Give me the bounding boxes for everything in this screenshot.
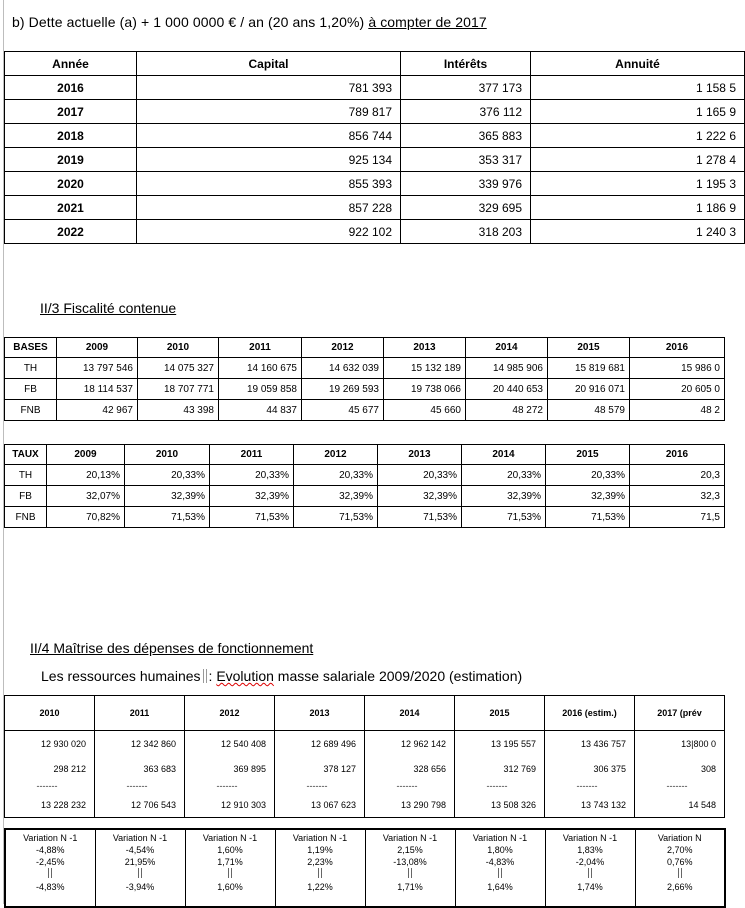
separator-bar-icon <box>408 868 412 878</box>
variation-label: Variation N -1 <box>382 833 438 843</box>
taux-cell: 20,3 <box>630 465 725 486</box>
variation-value: -4,88% <box>35 845 65 855</box>
debt-cell: 857 228 <box>137 196 401 220</box>
debt-cell: 922 102 <box>137 220 401 244</box>
taux-header-cell: TAUX <box>5 445 47 465</box>
ms-header-cell: 2015 <box>455 696 545 731</box>
ms-row <box>5 781 725 792</box>
variation-cell <box>5 829 95 907</box>
variation-cell <box>95 829 185 907</box>
variation-value: 1,71% <box>397 882 423 892</box>
debt-cell: 1 158 5 <box>531 76 745 100</box>
ms-header-cell: 2011 <box>95 696 185 731</box>
debt-cell: 377 173 <box>401 76 531 100</box>
ms-cell: ------- <box>185 781 275 792</box>
ms-cell: 12 342 860 <box>95 731 185 757</box>
taux-cell: 20,33% <box>294 465 378 486</box>
debt-header-cell: Intérêts <box>401 52 531 76</box>
variation-cell <box>185 829 275 907</box>
bases-cell: 44 837 <box>219 400 302 421</box>
bases-cell: 14 160 675 <box>219 358 302 379</box>
taux-cell: 32,07% <box>47 486 125 507</box>
variation-value: 1,83% <box>577 845 603 855</box>
debt-header-cell: Capital <box>137 52 401 76</box>
taux-header-cell: 2009 <box>47 445 125 465</box>
variation-separator <box>8 868 93 881</box>
debt-cell: 2022 <box>5 220 137 244</box>
bases-cell: 19 269 593 <box>302 379 384 400</box>
taux-cell: 32,39% <box>462 486 546 507</box>
bases-cell: 48 2 <box>630 400 725 421</box>
variation-value: -3,94% <box>125 882 155 892</box>
debt-cell: 1 165 9 <box>531 100 745 124</box>
bases-row <box>5 400 725 421</box>
taux-cell: 20,33% <box>546 465 630 486</box>
ms-cell: 13 067 623 <box>275 792 365 818</box>
debt-cell: 329 695 <box>401 196 531 220</box>
variation-label: Variation N -1 <box>202 833 258 843</box>
variation-cell <box>455 829 545 907</box>
variation-value: 1,80% <box>487 845 513 855</box>
debt-section-title: b) Dette actuelle (a) + 1 000 0000 € / an (20 ans 1,20%) à compter de 2017 <box>12 14 487 30</box>
bases-cell: 15 132 189 <box>384 358 466 379</box>
debt-cell: 2017 <box>5 100 137 124</box>
debt-row <box>5 220 745 244</box>
debt-cell: 1 186 9 <box>531 196 745 220</box>
taux-cell: 32,39% <box>294 486 378 507</box>
taux-cell: FB <box>5 486 47 507</box>
variation-separator <box>188 868 273 881</box>
variation-value: 1,60% <box>217 845 243 855</box>
variation-cell <box>275 829 365 907</box>
ms-cell: 298 212 <box>5 756 95 781</box>
ms-cell: 13 436 757 <box>545 731 635 757</box>
variation-value: 1,19% <box>307 845 333 855</box>
taux-cell: 32,39% <box>546 486 630 507</box>
ms-row <box>5 731 725 757</box>
bases-cell: 48 272 <box>466 400 548 421</box>
ms-cell: ------- <box>635 781 725 792</box>
debt-row <box>5 172 745 196</box>
debt-cell: 318 203 <box>401 220 531 244</box>
separator-bar-icon <box>48 868 52 878</box>
taux-table <box>4 444 725 528</box>
bases-cell: FNB <box>5 400 57 421</box>
ms-cell: 12 689 496 <box>275 731 365 757</box>
ms-header-cell: 2012 <box>185 696 275 731</box>
debt-row <box>5 100 745 124</box>
ms-header-cell: 2010 <box>5 696 95 731</box>
ms-cell: 12 706 543 <box>95 792 185 818</box>
debt-cell: 2020 <box>5 172 137 196</box>
variation-value: 1,22% <box>307 882 333 892</box>
variation-separator <box>98 868 183 881</box>
bases-row <box>5 358 725 379</box>
variation-value: -13,08% <box>393 857 427 867</box>
debt-cell: 1 278 4 <box>531 148 745 172</box>
separator-bar-icon <box>138 868 142 878</box>
taux-cell: 20,33% <box>462 465 546 486</box>
variation-cell <box>545 829 635 907</box>
bases-header-cell: 2015 <box>548 338 630 358</box>
debt-row <box>5 76 745 100</box>
taux-cell: 32,39% <box>378 486 462 507</box>
taux-cell: 71,53% <box>546 507 630 528</box>
ms-header-row <box>5 696 725 731</box>
variation-value: -2,45% <box>35 857 65 867</box>
taux-header-cell: 2015 <box>546 445 630 465</box>
variation-value: -4,54% <box>125 845 155 855</box>
ms-cell: 13|800 0 <box>635 731 725 757</box>
text-cursor-marker <box>203 669 207 683</box>
taux-cell: 32,39% <box>210 486 294 507</box>
variation-separator <box>548 868 633 881</box>
variation-label: Variation N -1 <box>562 833 618 843</box>
bases-cell: 20 440 653 <box>466 379 548 400</box>
variation-value: -2,04% <box>575 857 605 867</box>
debt-header-cell: Année <box>5 52 137 76</box>
bases-header-cell: 2016 <box>630 338 725 358</box>
bases-cell: 14 075 327 <box>138 358 219 379</box>
variation-value: 2,23% <box>307 857 333 867</box>
variation-label: Variation N <box>657 833 702 843</box>
taux-cell: 71,53% <box>462 507 546 528</box>
ms-cell: 312 769 <box>455 756 545 781</box>
ms-cell: ------- <box>275 781 365 792</box>
ms-header-cell: 2016 (estim.) <box>545 696 635 731</box>
spellcheck-word: Evolution <box>216 668 274 684</box>
ms-cell: 306 375 <box>545 756 635 781</box>
ms-cell: 363 683 <box>95 756 185 781</box>
bases-header-cell: 2010 <box>138 338 219 358</box>
variation-value: 1,71% <box>217 857 243 867</box>
ms-cell: 12 540 408 <box>185 731 275 757</box>
ms-cell: 12 930 020 <box>5 731 95 757</box>
ms-cell: 13 195 557 <box>455 731 545 757</box>
debt-header-row <box>5 52 745 76</box>
bases-cell: 18 707 771 <box>138 379 219 400</box>
ms-row <box>5 792 725 818</box>
bases-cell: 14 632 039 <box>302 358 384 379</box>
taux-header-cell: 2013 <box>378 445 462 465</box>
debt-cell: 353 317 <box>401 148 531 172</box>
ms-cell: ------- <box>95 781 185 792</box>
depenses-title: II/4 Maîtrise des dépenses de fonctionnement <box>30 640 314 656</box>
variation-cell <box>635 829 725 907</box>
bases-cell: 19 059 858 <box>219 379 302 400</box>
bases-header-cell: 2012 <box>302 338 384 358</box>
variation-separator <box>638 868 723 881</box>
ms-cell: 13 508 326 <box>455 792 545 818</box>
debt-row <box>5 196 745 220</box>
debt-row <box>5 124 745 148</box>
debt-table <box>4 51 745 244</box>
taux-cell: 20,13% <box>47 465 125 486</box>
taux-cell: 32,3 <box>630 486 725 507</box>
separator-bar-icon <box>228 868 232 878</box>
bases-header-cell: 2014 <box>466 338 548 358</box>
ms-cell: 13 228 232 <box>5 792 95 818</box>
debt-cell: 925 134 <box>137 148 401 172</box>
variation-value: -4,83% <box>35 882 65 892</box>
debt-cell: 1 195 3 <box>531 172 745 196</box>
ms-cell: 12 962 142 <box>365 731 455 757</box>
taux-cell: TH <box>5 465 47 486</box>
ms-cell: 328 656 <box>365 756 455 781</box>
bases-cell: 45 660 <box>384 400 466 421</box>
ms-header-cell: 2014 <box>365 696 455 731</box>
debt-cell: 1 240 3 <box>531 220 745 244</box>
debt-cell: 856 744 <box>137 124 401 148</box>
taux-cell: 20,33% <box>378 465 462 486</box>
ms-cell: 378 127 <box>275 756 365 781</box>
separator-bar-icon <box>318 868 322 878</box>
bases-cell: 42 967 <box>57 400 138 421</box>
variation-label: Variation N -1 <box>472 833 528 843</box>
bases-cell: 19 738 066 <box>384 379 466 400</box>
debt-cell: 1 222 6 <box>531 124 745 148</box>
taux-header-row <box>5 445 725 465</box>
taux-cell: 20,33% <box>125 465 210 486</box>
ms-header-cell: 2017 (prév <box>635 696 725 731</box>
bases-header-cell: BASES <box>5 338 57 358</box>
debt-cell: 2016 <box>5 76 137 100</box>
taux-cell: 32,39% <box>125 486 210 507</box>
variation-table <box>4 828 726 908</box>
debt-cell: 789 817 <box>137 100 401 124</box>
debt-cell: 2019 <box>5 148 137 172</box>
bases-cell: 48 579 <box>548 400 630 421</box>
variation-label: Variation N -1 <box>292 833 348 843</box>
debt-header-cell: Annuité <box>531 52 745 76</box>
debt-cell: 339 976 <box>401 172 531 196</box>
taux-cell: 71,53% <box>125 507 210 528</box>
variation-value: 21,95% <box>124 857 156 867</box>
bases-cell: 20 916 071 <box>548 379 630 400</box>
variation-value: 1,64% <box>487 882 513 892</box>
variation-value: 2,15% <box>397 845 423 855</box>
bases-cell: FB <box>5 379 57 400</box>
taux-header-cell: 2011 <box>210 445 294 465</box>
taux-cell: 71,53% <box>210 507 294 528</box>
ms-cell: ------- <box>5 781 95 792</box>
variation-value: 1,60% <box>217 882 243 892</box>
taux-row <box>5 507 725 528</box>
taux-cell: 71,5 <box>630 507 725 528</box>
variation-value: -4,83% <box>485 857 515 867</box>
variation-value: 2,70% <box>666 845 693 855</box>
debt-cell: 2018 <box>5 124 137 148</box>
bases-header-cell: 2009 <box>57 338 138 358</box>
separator-bar-icon <box>588 868 592 878</box>
ms-cell: 12 910 303 <box>185 792 275 818</box>
fiscalite-title: II/3 Fiscalité contenue <box>40 300 177 316</box>
bases-header-row <box>5 338 725 358</box>
taux-header-cell: 2014 <box>462 445 546 465</box>
debt-cell: 2021 <box>5 196 137 220</box>
taux-cell: 71,53% <box>294 507 378 528</box>
bases-table <box>4 337 725 421</box>
taux-header-cell: 2010 <box>125 445 210 465</box>
variation-separator <box>458 868 543 881</box>
taux-header-cell: 2016 <box>630 445 725 465</box>
variation-separator <box>278 868 363 881</box>
variation-value: 0,76% <box>666 857 693 867</box>
ms-cell: ------- <box>365 781 455 792</box>
bases-cell: 14 985 906 <box>466 358 548 379</box>
taux-cell: 70,82% <box>47 507 125 528</box>
taux-row <box>5 486 725 507</box>
bases-cell: 15 986 0 <box>630 358 725 379</box>
debt-row <box>5 148 745 172</box>
ms-cell: 13 290 798 <box>365 792 455 818</box>
bases-cell: 18 114 537 <box>57 379 138 400</box>
variation-value: 1,74% <box>577 882 603 892</box>
variation-label: Variation N -1 <box>112 833 168 843</box>
bases-cell: 45 677 <box>302 400 384 421</box>
debt-cell: 376 112 <box>401 100 531 124</box>
bases-cell: 13 797 546 <box>57 358 138 379</box>
masse-salariale-table <box>4 695 725 818</box>
separator-bar-icon <box>498 868 502 878</box>
ms-cell: 13 743 132 <box>545 792 635 818</box>
bases-header-cell: 2011 <box>219 338 302 358</box>
ms-cell: ------- <box>545 781 635 792</box>
taux-cell: FNB <box>5 507 47 528</box>
bases-header-cell: 2013 <box>384 338 466 358</box>
bases-cell: 20 605 0 <box>630 379 725 400</box>
variation-value: 2,66% <box>666 882 693 892</box>
bases-cell: 15 819 681 <box>548 358 630 379</box>
taux-header-cell: 2012 <box>294 445 378 465</box>
debt-cell: 781 393 <box>137 76 401 100</box>
bases-row <box>5 379 725 400</box>
taux-row <box>5 465 725 486</box>
bases-cell: TH <box>5 358 57 379</box>
separator-bar-icon <box>678 868 682 878</box>
ms-row <box>5 756 725 781</box>
depenses-subtitle: Les ressources humaines : Evolution masse salariale 2009/2020 (estimation) <box>41 668 523 684</box>
variation-separator <box>368 868 453 881</box>
ms-cell: ------- <box>455 781 545 792</box>
variation-cell <box>365 829 455 907</box>
taux-cell: 71,53% <box>378 507 462 528</box>
ms-cell: 308 <box>635 756 725 781</box>
taux-cell: 20,33% <box>210 465 294 486</box>
ms-cell: 14 548 <box>635 792 725 818</box>
bases-cell: 43 398 <box>138 400 219 421</box>
ms-header-cell: 2013 <box>275 696 365 731</box>
ms-cell: 369 895 <box>185 756 275 781</box>
variation-label: Variation N -1 <box>23 833 78 843</box>
variation-row <box>5 829 725 907</box>
debt-cell: 855 393 <box>137 172 401 196</box>
debt-cell: 365 883 <box>401 124 531 148</box>
